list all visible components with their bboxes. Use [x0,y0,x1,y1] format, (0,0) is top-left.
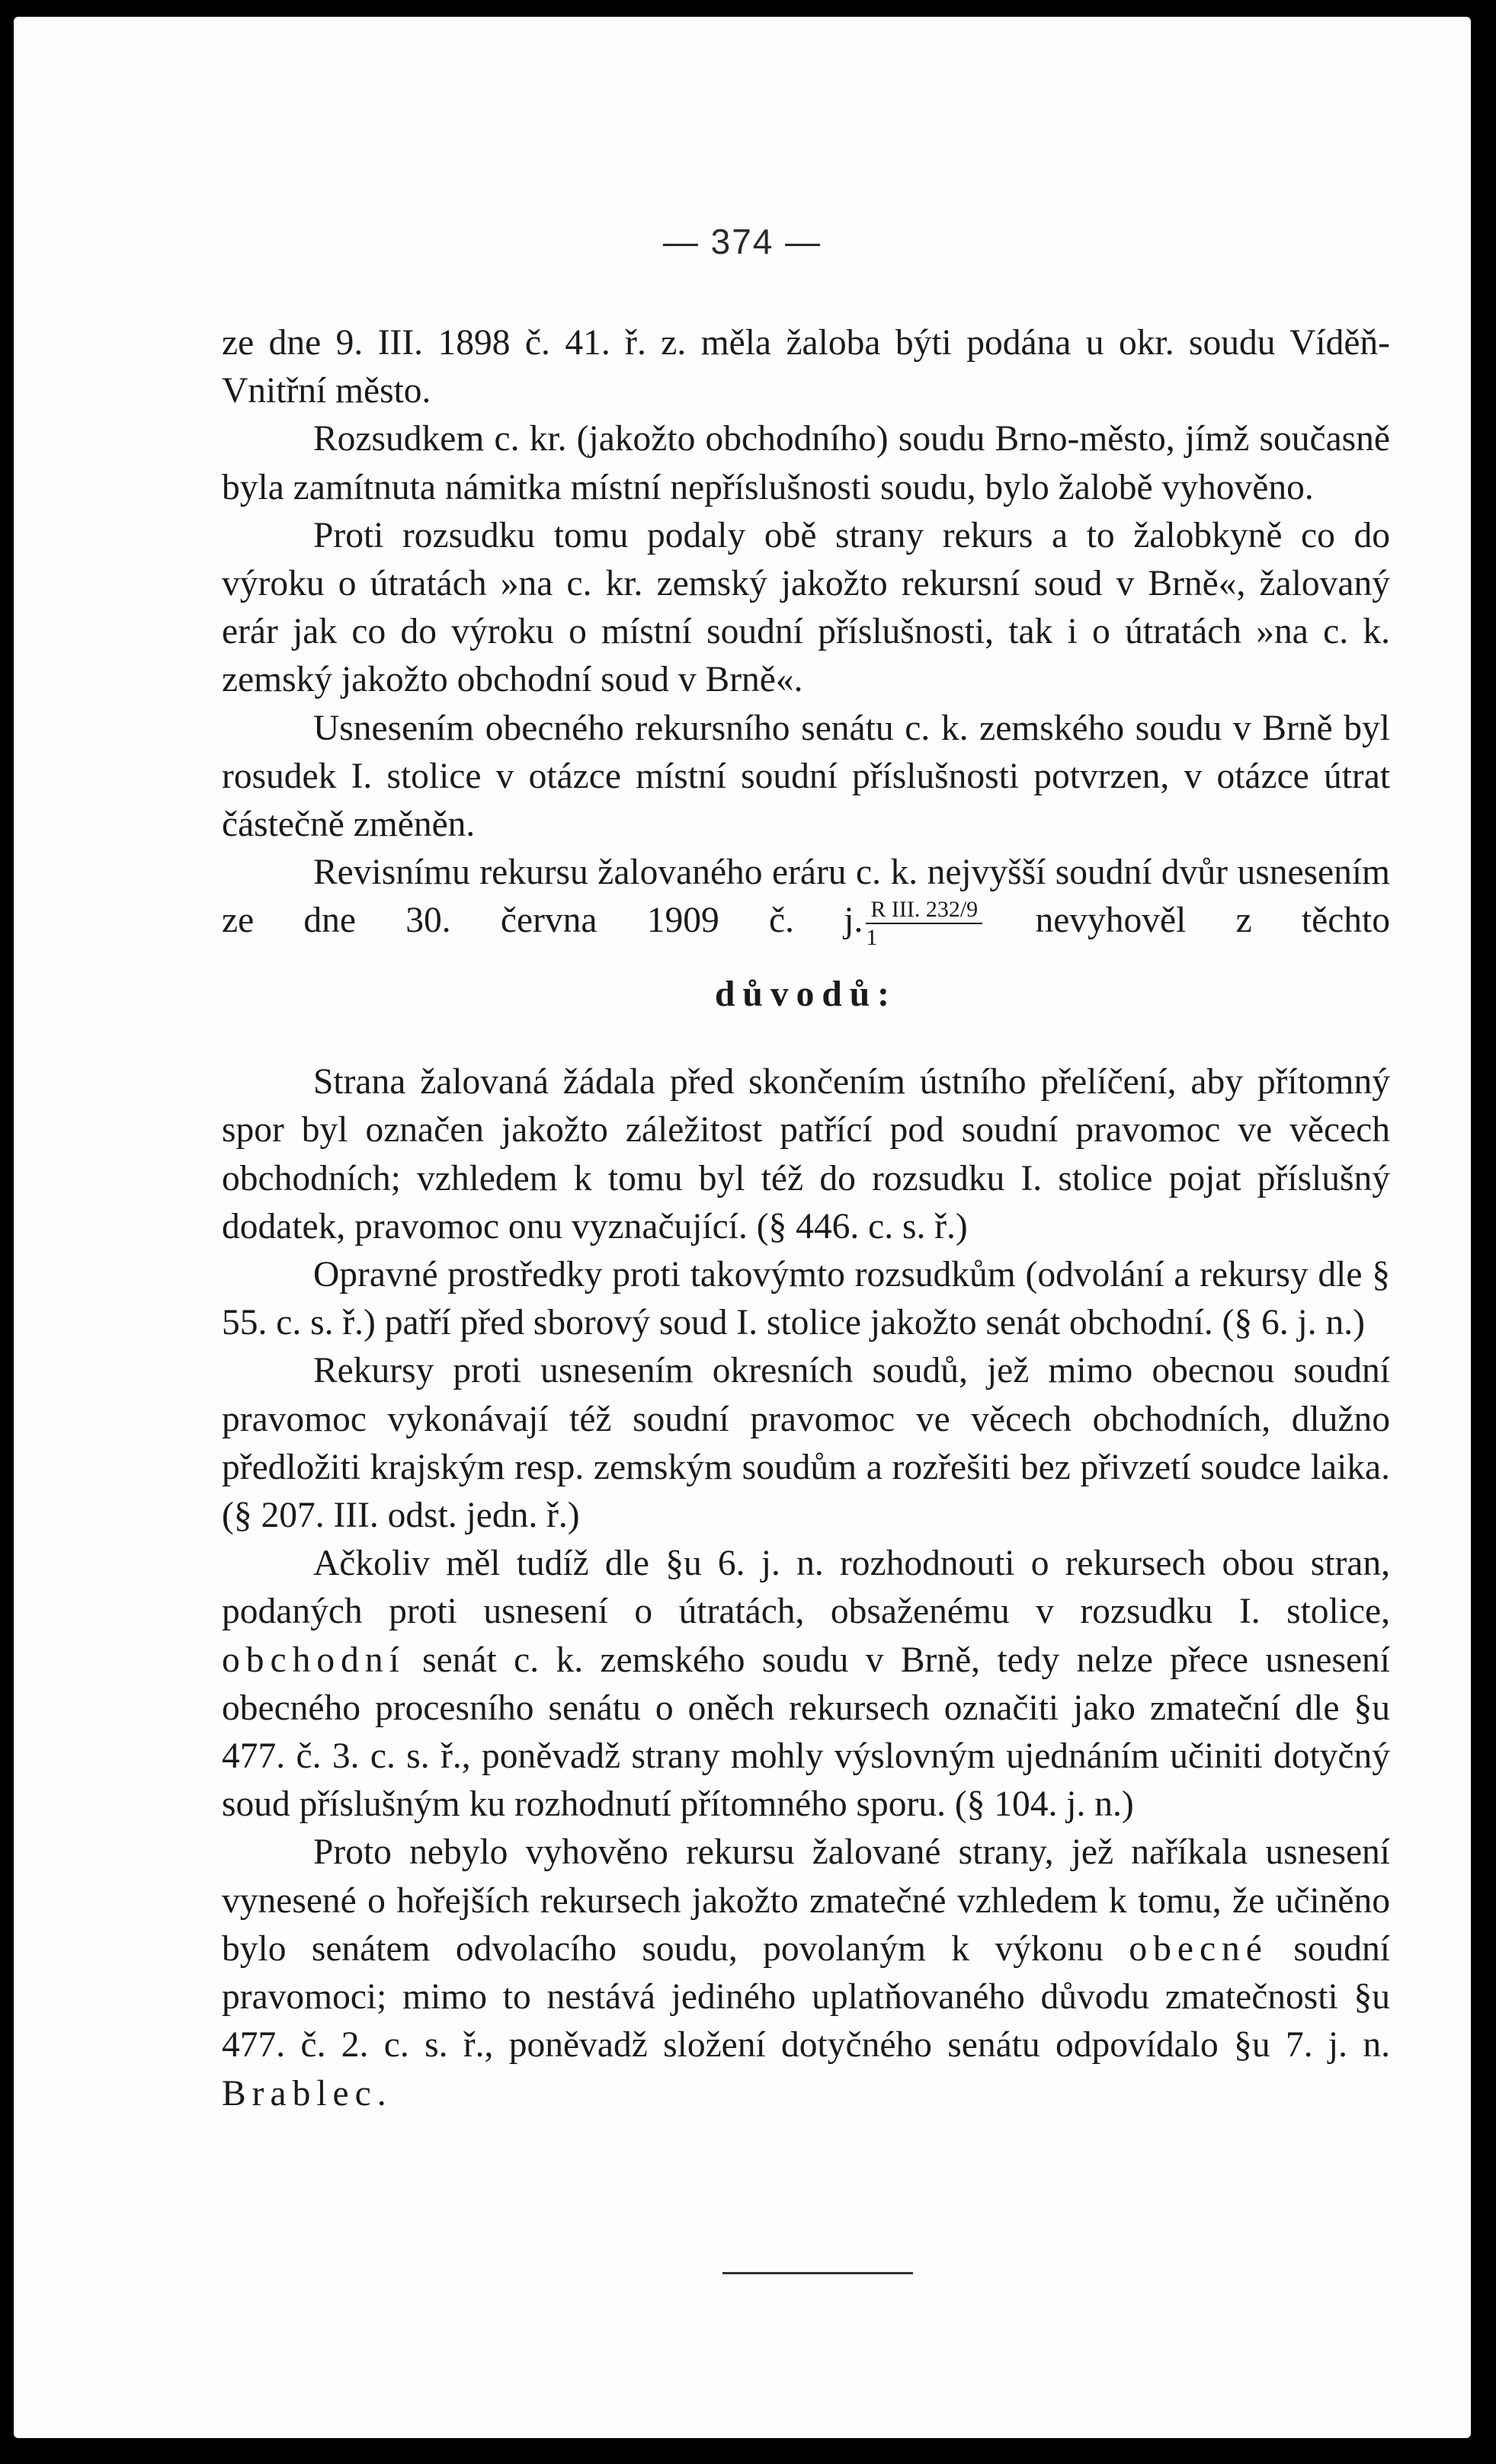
paragraph-10-spaced-word: obecné [1129,1928,1268,1969]
page-number: — 374 — [662,222,822,261]
paragraph-5-text-a: Revisnímu rekursu žalovaného eráru c. k. nejvyšší soudní dvůr usnesením ze dne 30. června 1909 č. j. [222,853,1390,941]
paragraph-10-text-b: soudní pravomoci; mimo to nestává jediného uplatňovaného důvodu zmatečnosti §u 477. č. 2. c. s. ř., poněvadž složení dotyčného senátu odpovídalo §u 7. j. n. [222,1928,1390,2066]
paragraph-2: Rozsudkem c. kr. (jakožto obchodního) soudu Brno-město, jímž současně byla zamítnuta námitka místní nepříslušnosti soudu, bylo žalobě vyhověno. [222,419,1390,507]
paragraph-8: Rekursy proti usnesením okresních soudů, jež mimo obecnou soudní pravomoc vykonávají též soudní pravomoc ve věcech obchodních, dlužno předložiti krajským resp. zemským soudům a rozřešiti bez přivzetí soudce laika. (§ 207. III. odst. jedn. ř.) [222,1351,1390,1536]
paragraph-9-spaced-word: obchodní [222,1640,405,1680]
paragraph-10 [222,1829,1390,2117]
paragraph-7: Opravné prostředky proti takovýmto rozsudkům (odvolání a rekursy dle § 55. c. s. ř.) patří před sborový soud I. stolice jakožto senát obchodní. (§ 6. j. n.) [222,1255,1390,1343]
paragraph-5-text-b: nevyhověl z těchto [1035,901,1390,941]
paragraph-1: ze dne 9. III. 1898 č. 41. ř. z. měla žaloba býti podána u okr. soudu Víděň-Vnitřní město. [222,323,1390,411]
paragraph-9-text-a: Ačkoliv měl tudíž dle §u 6. j. n. rozhodnouti o rekursech obou stran, podaných proti usnesení o útratách, obsaženému v rozsudku I. stolice, [222,1544,1390,1632]
case-reference-fraction [866,898,982,949]
paragraph-10-text-a: Proto nebylo vyhověno rekursu žalované strany, jež naříkala usnesení vynesené o hořejších rekursech jakožto zmatečné vzhledem k tomu, že učiněno bylo senátem odvolacího soudu, povolaným k výkonu [222,1832,1390,1969]
case-reference-numerator: R III. 232/9 [866,898,982,924]
end-rule-divider [722,2272,913,2274]
paragraph-3: Proti rozsudku tomu podaly obě strany rekurs a to žalobkyně co do výroku o útratách »na c. kr. zemský jakožto rekursní soud v Brně«, žalovaný erár jak co do výroku o místní soudní příslušnosti, tak i o útratách »na c. k. zemský jakožto obchodní soud v Brně«. [222,515,1390,700]
paragraph-9 [222,1540,1390,1829]
document-body [222,319,1390,2118]
section-heading: důvodů: [715,974,897,1015]
paragraph-6: Strana žalovaná žádala před skončením ústního přelíčení, aby přítomný spor byl označen jakožto záležitost patřící pod soudní pravomoc ve věcech obchodních; vzhledem k tomu byl též do rozsudku I. stolice pojat příslušný dodatek, pravomoc onu vyznačující. (§ 446. c. s. ř.) [222,1062,1390,1246]
paragraph-4: Usnesením obecného rekursního senátu c. k. zemského soudu v Brně byl rosudek I. stolice v otázce místní soudní příslušnosti potvrzen, v otázce útrat částečně změněn. [222,708,1390,845]
document-page [14,17,1471,2438]
paragraph-5 [222,849,1390,949]
signature: Brablec. [222,2073,392,2114]
case-reference-denominator: 1 [866,925,878,951]
paragraph-9-text-b: senát c. k. zemského soudu v Brně, tedy nelze přece usnesení obecného procesního senátu o oněch rekursech označiti jako zmateční dle §u 477. č. 3. c. s. ř., poněvadž strany mohly výslovným ujednáním učiniti dotyčný soud příslušným ku rozhodnutí přítomného sporu. (§ 104. j. n.) [222,1640,1390,1825]
